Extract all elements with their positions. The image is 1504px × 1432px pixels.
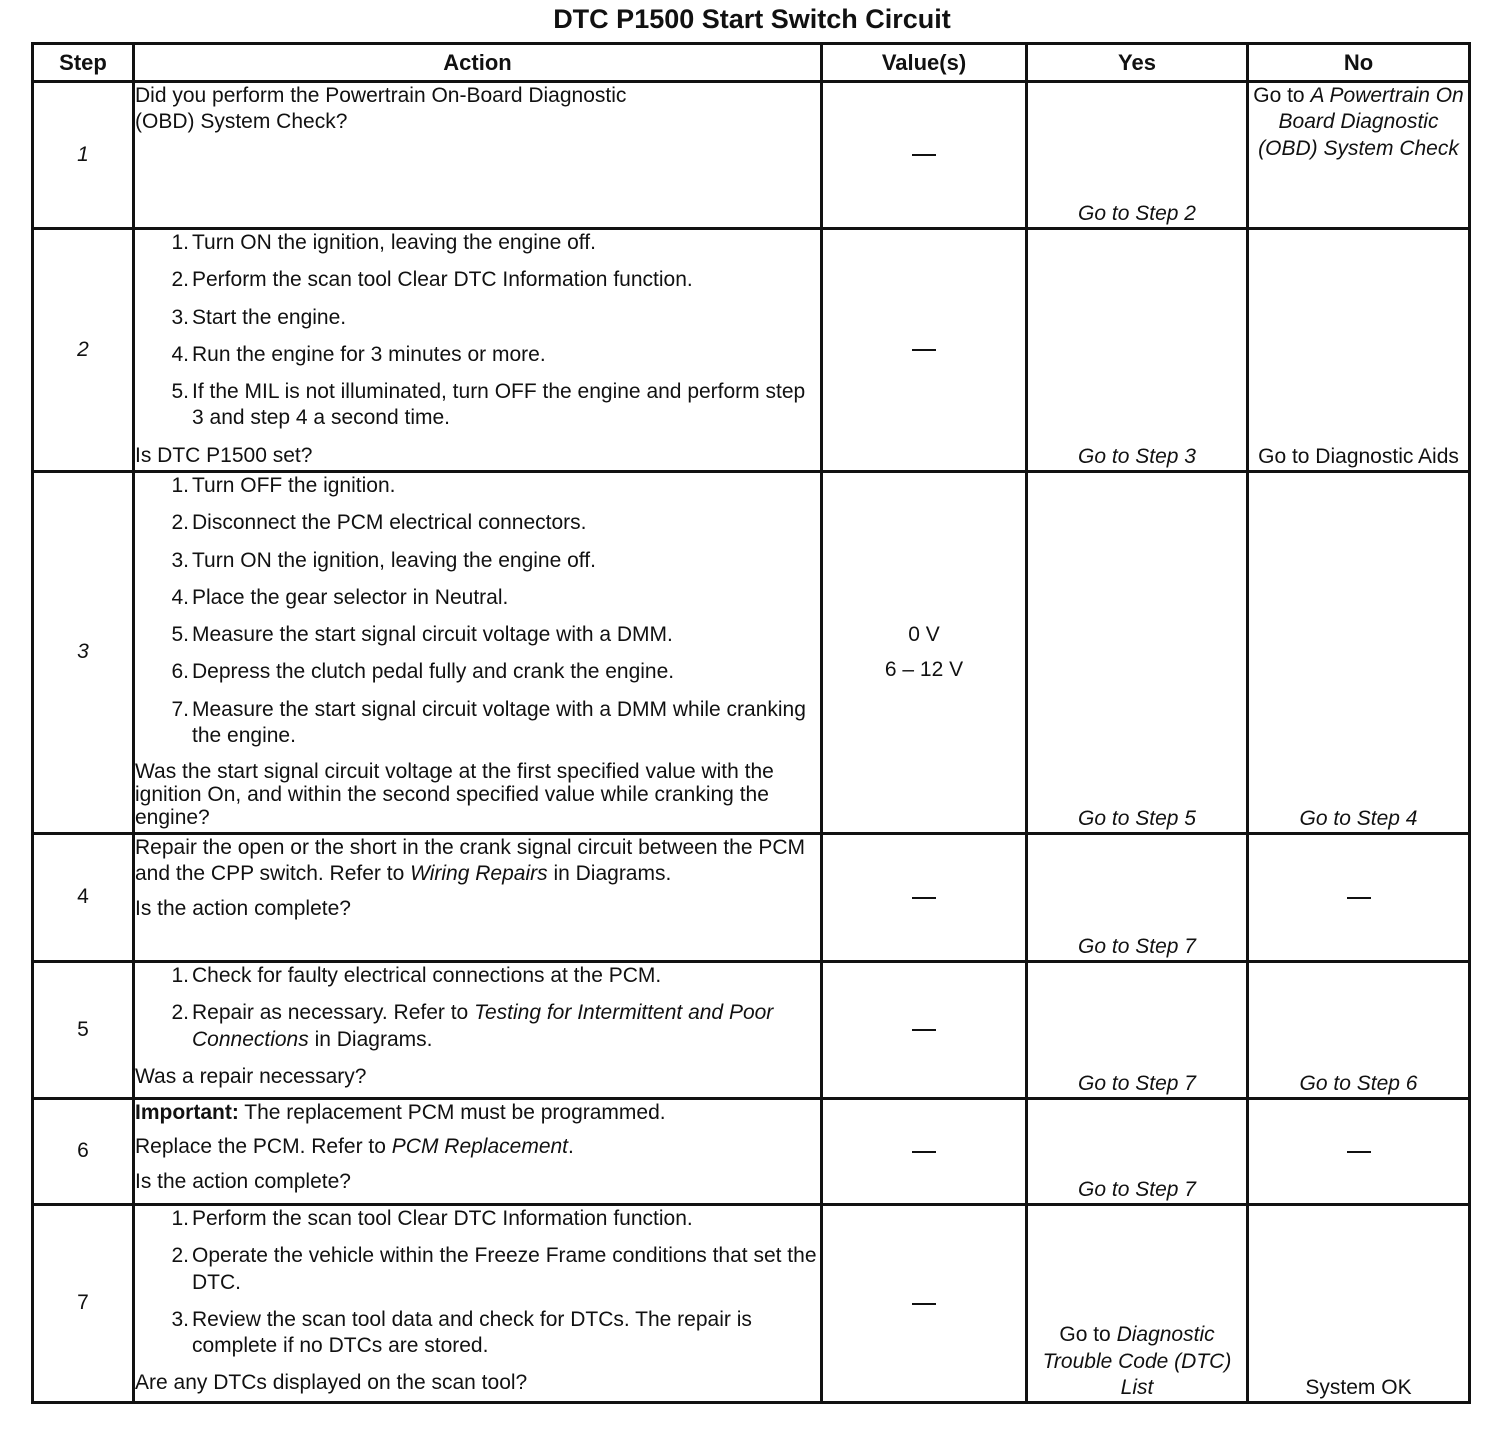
yes-cell: Go to Step 3 xyxy=(1027,229,1248,472)
table-row xyxy=(33,1205,1470,1403)
dash xyxy=(912,1303,936,1305)
yes-cell: Go to Diagnostic Trouble Code (DTC) List xyxy=(1027,1205,1248,1403)
no-cell xyxy=(1248,834,1470,962)
list-item: 3. Turn ON the ignition, leaving the engine off. xyxy=(171,548,596,572)
action-cell xyxy=(134,1205,822,1403)
list-item: 1. Turn ON the ignition, leaving the engine off. xyxy=(171,231,596,254)
action-list xyxy=(135,230,820,432)
dash xyxy=(912,1151,936,1153)
yes-reference: Diagnostic Trouble Code (DTC) List xyxy=(1042,1323,1232,1399)
table-row xyxy=(33,82,1470,229)
step-number: 3 xyxy=(33,472,134,834)
important-note: Important: The replacement PCM must be programmed. xyxy=(135,1101,666,1124)
list-item: 1. Check for faulty electrical connections at the PCM. xyxy=(171,964,662,987)
no-cell: Go to A Powertrain On Board Diagnostic (OBD) System Check xyxy=(1248,82,1470,229)
list-item: 7. Measure the start signal circuit voltage with a DMM while cranking the engine. xyxy=(171,697,806,747)
value-cell xyxy=(822,229,1027,472)
step-number: 7 xyxy=(33,1205,134,1403)
no-cell xyxy=(1248,1099,1470,1205)
no-cell: Go to Step 4 xyxy=(1248,472,1470,834)
dash xyxy=(1347,1151,1371,1153)
step-number: 4 xyxy=(33,834,134,962)
no-reference: A Powertrain On Board Diagnostic (OBD) System Check xyxy=(1258,84,1464,160)
table-row xyxy=(33,229,1470,472)
action-question: Was the start signal circuit voltage at the first specified value with the ignition On, and within the second specified value while cranking the engine? xyxy=(135,760,774,830)
dash xyxy=(912,897,936,899)
action-cell xyxy=(134,229,822,472)
list-item: 2. Perform the scan tool Clear DTC Information function. xyxy=(171,268,693,292)
dash xyxy=(912,1029,936,1031)
no-cell: Go to Diagnostic Aids xyxy=(1248,229,1470,472)
list-item: 4. Place the gear selector in Neutral. xyxy=(171,585,509,609)
action-question: Was a repair necessary? xyxy=(135,1064,367,1088)
list-item: 3. Review the scan tool data and check for DTCs. The repair is complete if no DTCs are stored. xyxy=(171,1307,752,1357)
value-second: 6 – 12 V xyxy=(884,657,964,681)
action-cell xyxy=(134,472,822,834)
action-cell xyxy=(134,962,822,1099)
reference-link: Testing for Intermittent and Poor Connections xyxy=(192,1001,774,1051)
reference-link: PCM Replacement xyxy=(391,1135,569,1159)
value-cell xyxy=(822,962,1027,1099)
dash xyxy=(912,349,936,351)
list-item: 5. If the MIL is not illuminated, turn OFF the engine and perform step 3 and step 4 a second time. xyxy=(171,380,806,430)
action-question: Is the action complete? xyxy=(135,896,351,920)
diagnostic-table xyxy=(31,42,1471,1404)
table-row xyxy=(33,472,1470,834)
yes-cell: Go to Step 7 xyxy=(1027,962,1248,1099)
dash xyxy=(912,154,936,156)
list-item: 2. Disconnect the PCM electrical connectors. xyxy=(171,511,587,535)
action-question: Is the action complete? xyxy=(135,1169,351,1193)
action-question: Is DTC P1500 set? xyxy=(135,443,313,467)
list-item: 3. Start the engine. xyxy=(171,305,347,329)
page-title: DTC P1500 Start Switch Circuit xyxy=(553,4,951,34)
action-list xyxy=(135,963,820,1053)
action-question: Did you perform the Powertrain On-Board Diagnostic (OBD) System Check? xyxy=(135,84,627,134)
action-cell xyxy=(134,1099,822,1205)
no-cell: Go to Step 6 xyxy=(1248,962,1470,1099)
header-step: Step xyxy=(33,44,134,82)
yes-cell: Go to Step 5 xyxy=(1027,472,1248,834)
list-item: 1. Perform the scan tool Clear DTC Information function. xyxy=(171,1207,693,1230)
action-text: Replace the PCM. Refer to PCM Replacement. xyxy=(135,1135,574,1159)
value-cell xyxy=(822,1099,1027,1205)
value-cell xyxy=(822,472,1027,834)
header-row xyxy=(33,44,1470,82)
action-question: Are any DTCs displayed on the scan tool? xyxy=(135,1371,528,1395)
action-list xyxy=(135,1206,820,1359)
list-item: 2. Repair as necessary. Refer to Testing for Intermittent and Poor Connections in Diagrams. xyxy=(171,1001,774,1051)
step-number: 5 xyxy=(33,962,134,1099)
list-item: 5. Measure the start signal circuit voltage with a DMM. xyxy=(171,623,673,646)
list-item: 2. Operate the vehicle within the Freeze Frame conditions that set the DTC. xyxy=(171,1244,817,1294)
value-cell xyxy=(822,834,1027,962)
table-row xyxy=(33,834,1470,962)
action-text: Repair the open or the short in the crank signal circuit between the PCM and the CPP switch. Refer to Wiring Repairs in Diagrams. xyxy=(135,836,806,886)
step-number: 6 xyxy=(33,1099,134,1205)
value-cell xyxy=(822,1205,1027,1403)
action-cell xyxy=(134,834,822,962)
reference-link: Wiring Repairs xyxy=(410,862,548,886)
header-no: No xyxy=(1248,44,1470,82)
yes-cell: Go to Step 7 xyxy=(1027,834,1248,962)
dash xyxy=(1347,897,1371,899)
step-number: 2 xyxy=(33,229,134,472)
yes-cell: Go to Step 7 xyxy=(1027,1099,1248,1205)
list-item: 1. Turn OFF the ignition. xyxy=(171,474,396,497)
step-number: 1 xyxy=(33,82,134,229)
header-values: Value(s) xyxy=(822,44,1027,82)
yes-cell: Go to Step 2 xyxy=(1027,82,1248,229)
table-row xyxy=(33,962,1470,1099)
value-cell xyxy=(822,82,1027,229)
list-item: 4. Run the engine for 3 minutes or more. xyxy=(171,342,546,366)
header-action: Action xyxy=(134,44,822,82)
list-item: 6. Depress the clutch pedal fully and crank the engine. xyxy=(171,660,675,684)
value-first: 0 V xyxy=(908,623,940,647)
header-yes: Yes xyxy=(1027,44,1248,82)
action-cell xyxy=(134,82,822,229)
action-list xyxy=(135,473,820,749)
table-row xyxy=(33,1099,1470,1205)
no-cell: System OK xyxy=(1248,1205,1470,1403)
